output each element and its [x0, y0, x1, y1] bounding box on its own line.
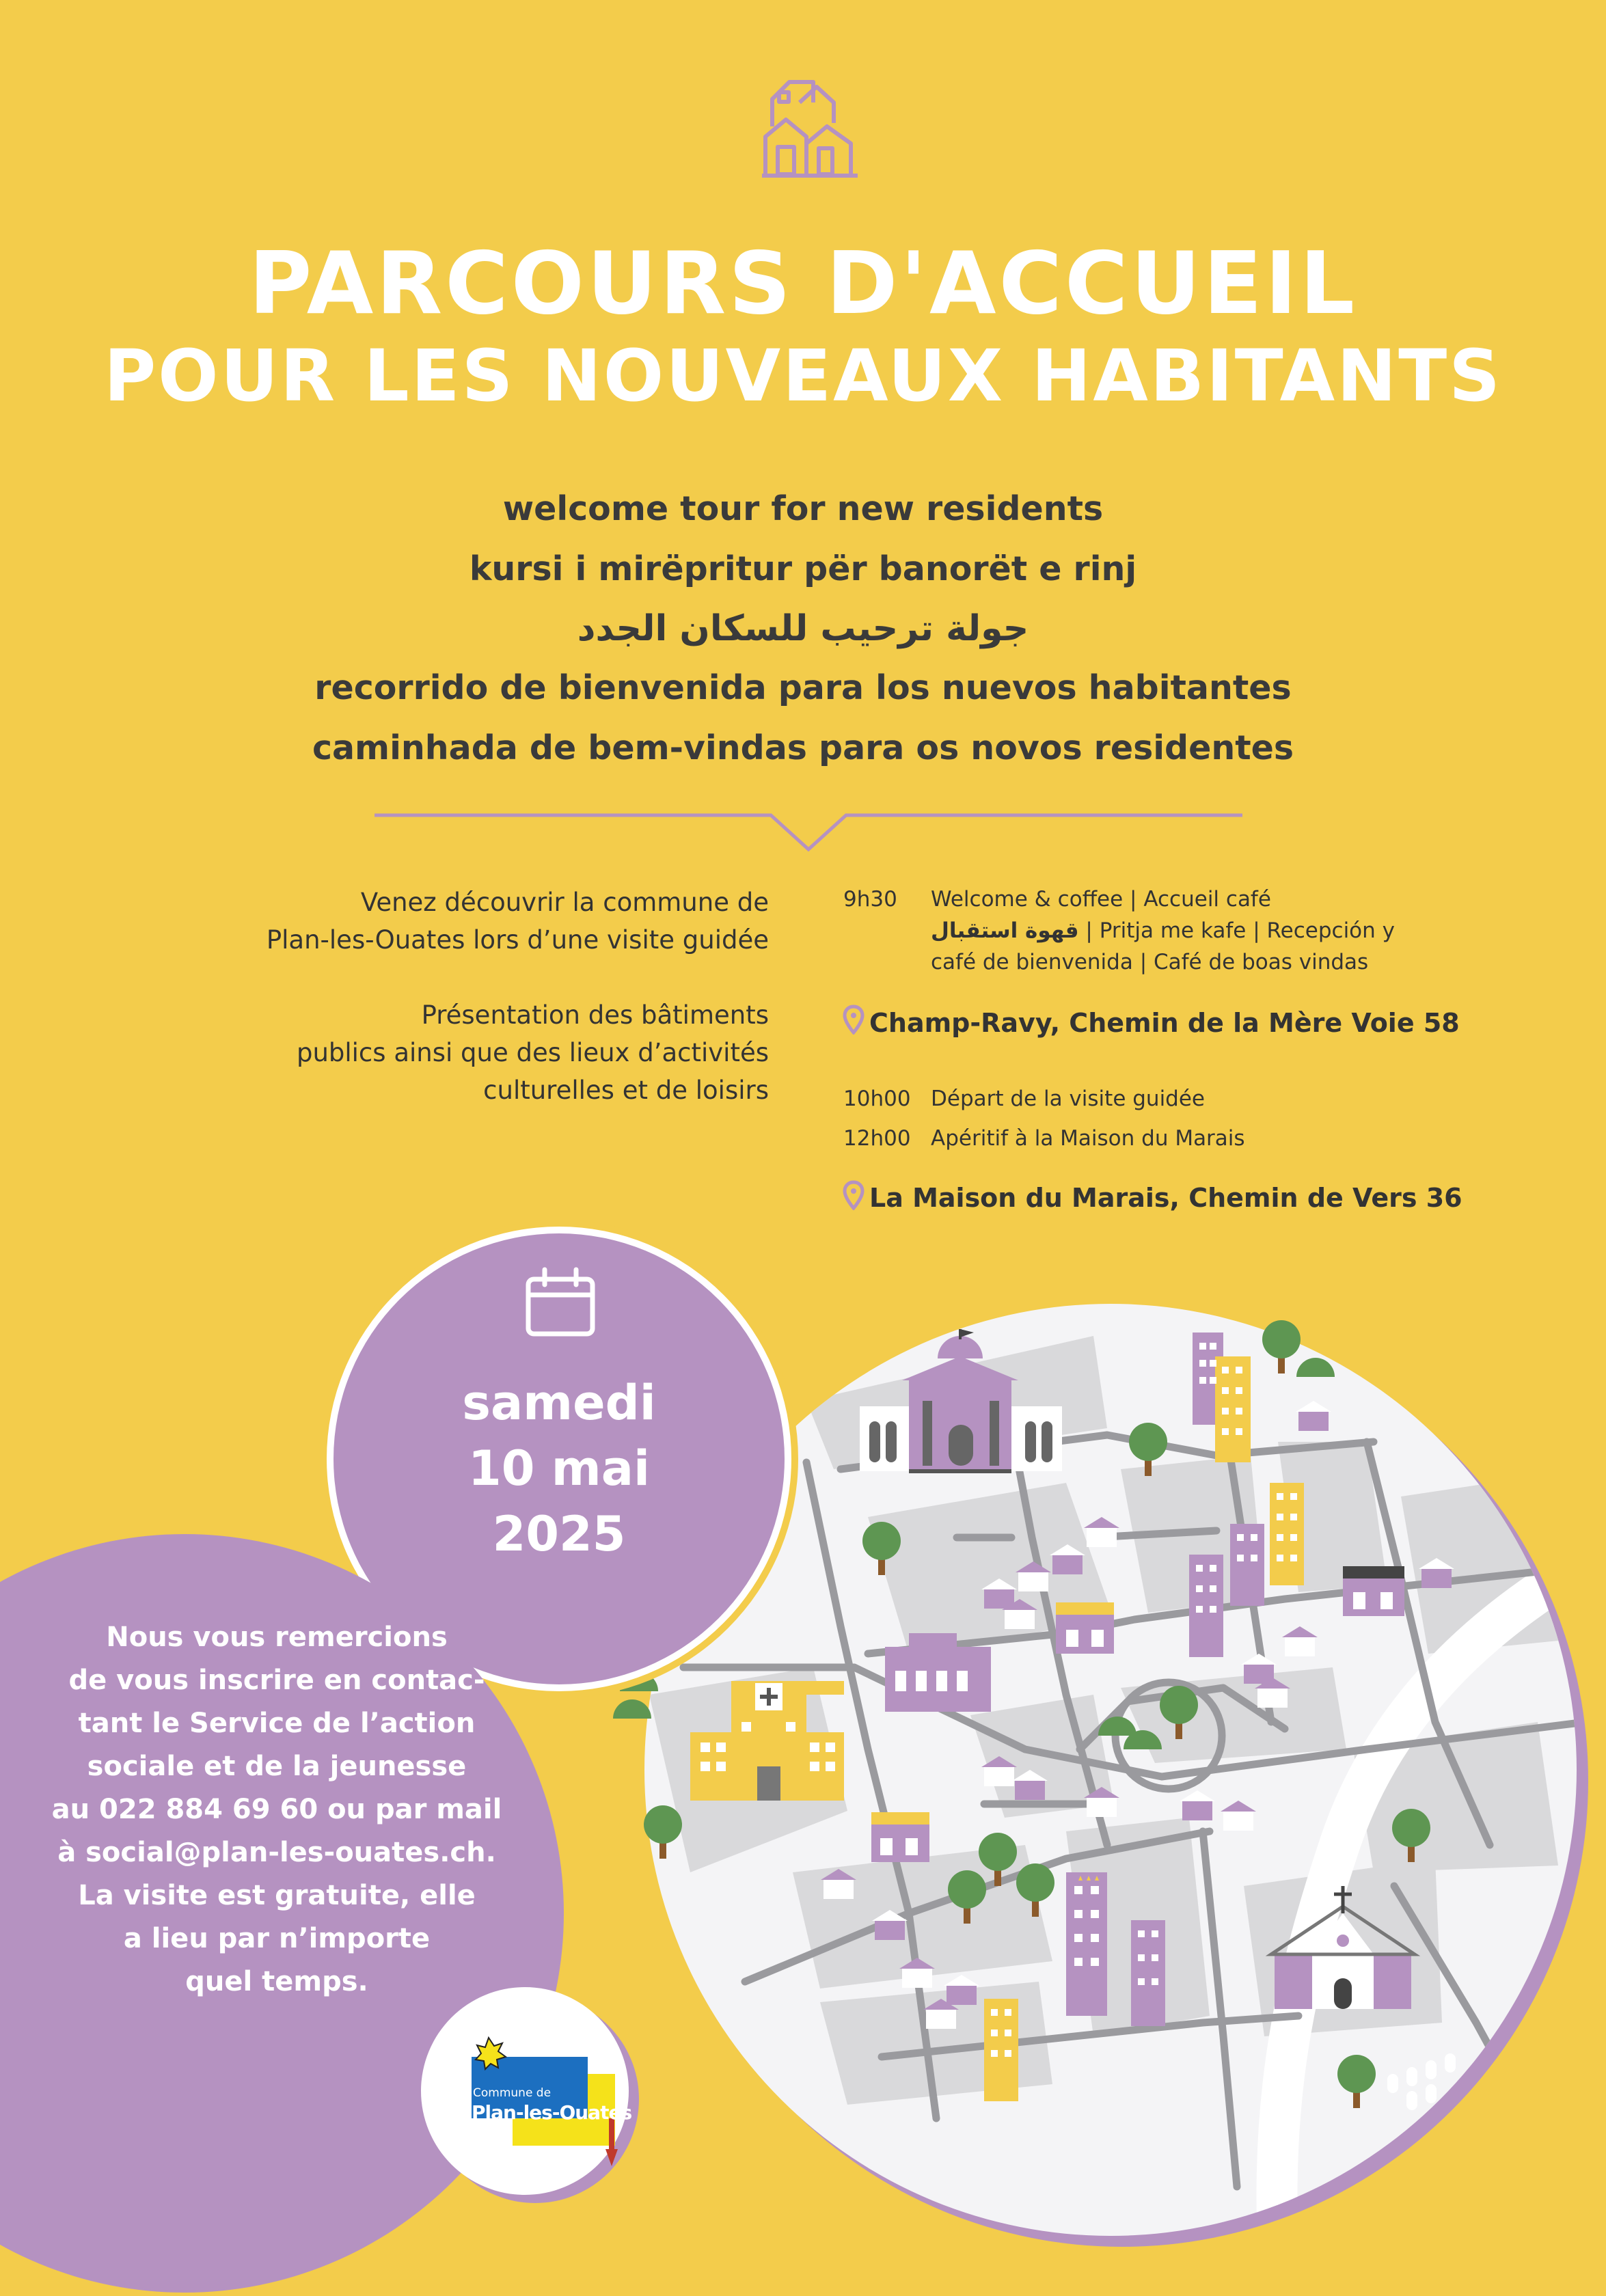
location-2: La Maison du Marais, Chemin de Vers 36 — [869, 1183, 1462, 1213]
event-year: 2025 — [492, 1506, 626, 1562]
translation-albanian: kursi i mirëpritur për banorët e rinj — [469, 549, 1137, 588]
title-line2: POUR LES NOUVEAUX HABITANTS — [103, 334, 1503, 418]
schedule-desc-3: Apéritif à la Maison du Marais — [931, 1126, 1245, 1151]
schedule-time-2: 10h00 — [843, 1086, 911, 1111]
event-day-month: 10 mai — [468, 1440, 650, 1496]
calendar-icon — [523, 1264, 598, 1339]
translation-arabic: جولة ترحيب للسكان الجدد — [577, 608, 1029, 649]
event-weekday: samedi — [462, 1375, 656, 1431]
schedule-time-1: 9h30 — [843, 887, 897, 912]
title-line1: PARCOURS D'ACCUEIL — [248, 233, 1358, 333]
schedule-desc-2: Départ de la visite guidée — [931, 1086, 1206, 1111]
logo-text-line1: Commune de — [473, 2086, 552, 2100]
translation-english: welcome tour for new residents — [502, 489, 1104, 528]
translation-portuguese: caminhada de bem-vindas para os novos residentes — [312, 728, 1294, 767]
contact-text: Nous vous remercions de vous inscrire en contac- tant le Service de l’action sociale et de la jeunesse au 022 884 69 60 ou par mail à social@plan-les-ouates.ch. La visite est gratuite, elle a lieu par n’importe quel temps. — [14, 1616, 540, 2004]
location-1: Champ-Ravy, Chemin de la Mère Voie 58 — [869, 1008, 1460, 1038]
logo-text-line2: Plan-les-Ouates — [472, 2101, 632, 2124]
schedule-time-3: 12h00 — [843, 1126, 911, 1151]
schedule-desc-1: Welcome & coffee | Accueil café قهوة استقبال | Pritja me kafe | Recepción y café de bienvenida | Café de boas vindas — [931, 887, 1395, 974]
intro-paragraph-2: Présentation des bâtiments publics ainsi que des lieux d’activités culturelles et de loisirs — [296, 1000, 769, 1105]
email-link[interactable]: à social@plan-les-ouates.ch. — [57, 1837, 496, 1868]
intro-paragraph-1: Venez découvrir la commune de Plan-les-Ouates lors d’une visite guidée — [266, 888, 769, 955]
translation-spanish: recorrido de bienvenida para los nuevos habitantes — [314, 668, 1292, 707]
